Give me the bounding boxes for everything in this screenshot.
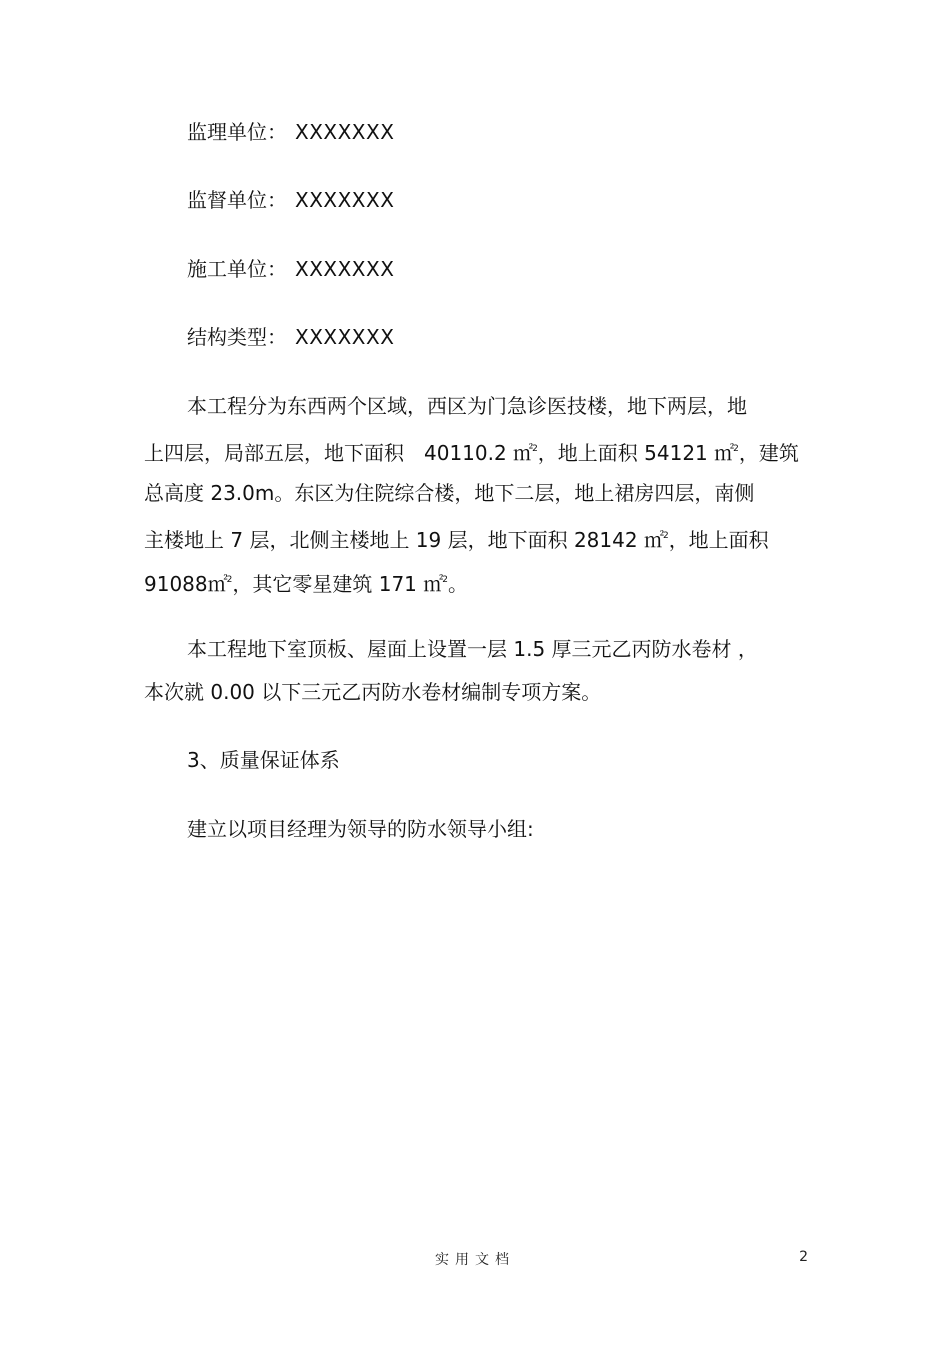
field-label: 监督单位：: [187, 188, 287, 212]
text-run: 上四层，局部五层，地下面积 40110.2 ㎡: [144, 441, 534, 465]
text-run: ，建筑: [738, 441, 799, 465]
text-run: ，地上面积: [668, 528, 769, 552]
superscript: 2: [662, 531, 669, 541]
text-run: 主楼地上 7 层，北侧主楼地上 19 层，地下面积 28142 ㎡: [144, 528, 664, 552]
paragraph-line: [144, 566, 468, 598]
paragraph-line: 本次就 0.00 以下三元乙丙防水卷材编制专项方案。: [144, 680, 602, 704]
superscript: 2: [733, 444, 739, 454]
section-heading: 3、质量保证体系: [187, 748, 340, 772]
field-value: XXXXXXX: [295, 188, 395, 212]
paragraph-line: 建立以项目经理为领导的防水领导小组:: [187, 817, 534, 841]
field-value: XXXXXXX: [295, 257, 395, 281]
field-construction-unit: [187, 255, 394, 283]
field-supervision-unit: [187, 118, 394, 146]
field-value: XXXXXXX: [295, 325, 395, 349]
superscript: 2: [442, 575, 448, 585]
superscript: 2: [226, 575, 233, 585]
field-label: 结构类型：: [187, 325, 287, 349]
paragraph-line: [144, 522, 769, 554]
paragraph-line: 本工程分为东西两个区域，西区为门急诊医技楼，地下两层，地: [187, 394, 747, 418]
field-label: 监理单位：: [187, 120, 287, 144]
superscript: 2: [532, 444, 538, 454]
text-run: 。: [447, 572, 468, 596]
page-number: 2: [799, 1249, 808, 1265]
footer-label: 实用文档: [435, 1252, 515, 1268]
text-run: ，地上面积 54121 ㎡: [537, 441, 735, 465]
paragraph-line: 总高度 23.0m。东区为住院综合楼，地下二层，地上裙房四层，南侧: [144, 481, 755, 505]
field-structure-type: [187, 323, 394, 351]
field-value: XXXXXXX: [295, 120, 395, 144]
field-oversight-unit: [187, 186, 394, 214]
text-run: ，其它零星建筑 171 ㎡: [232, 572, 444, 596]
text-run: 91088㎡: [144, 572, 228, 596]
paragraph-line: [144, 435, 799, 467]
paragraph-line: 本工程地下室顶板、屋面上设置一层 1.5 厚三元乙丙防水卷材 ，: [187, 637, 758, 661]
field-label: 施工单位：: [187, 257, 287, 281]
